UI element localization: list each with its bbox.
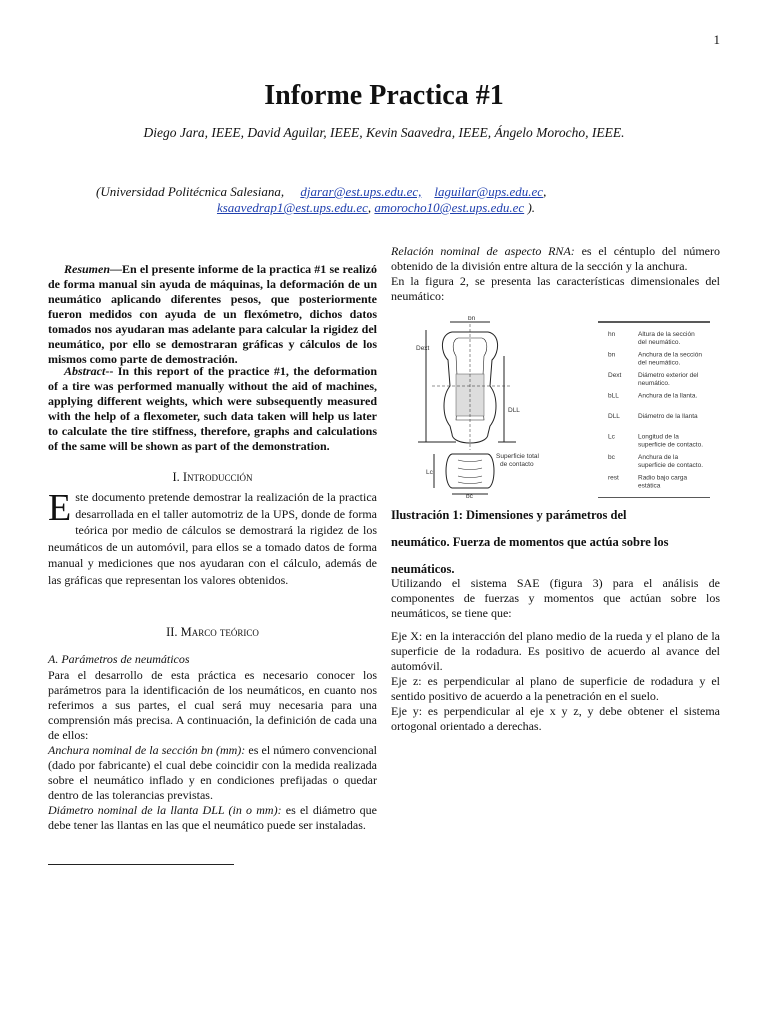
dim-label-dll: DLL <box>508 407 520 414</box>
definition-dll <box>48 803 377 833</box>
section-title: Introducción <box>182 470 253 484</box>
legend-description: Altura de la sección <box>638 331 695 338</box>
author-list: Diego Jara, IEEE, David Aguilar, IEEE, Kevin Saavedra, IEEE, Ángelo Morocho, IEEE. <box>143 125 625 140</box>
section-number: II. <box>166 625 178 639</box>
email-link-1[interactable]: djarar@est.ups.edu.ec, <box>300 184 422 199</box>
definition-text: es el diámetro que debe tener las llantas en las que el neumático puede ser instaladas. <box>48 803 377 832</box>
legend-description-cont: superficie de contacto. <box>638 462 704 469</box>
legend-description: Anchura de la sección <box>638 351 702 359</box>
dim-label-lc: Lc <box>426 469 433 476</box>
legend-table <box>608 331 703 490</box>
legend-symbol: hn <box>608 331 616 338</box>
section-heading-marco-teorico <box>48 625 377 640</box>
email-link-4[interactable]: amorocho10@est.ups.edu.ec <box>374 200 525 215</box>
introduccion-paragraph <box>48 489 377 588</box>
affiliation-separator: , <box>543 184 547 199</box>
contact-label-1: Superficie total <box>496 453 539 460</box>
tire-dimensions-figure <box>412 316 712 498</box>
dim-label-bn: bn <box>468 316 476 322</box>
subsection-heading: A. Parámetros de neumáticos <box>48 652 190 666</box>
definition-term: Anchura nominal de la sección bn (mm): <box>48 743 246 757</box>
legend-symbol: bc <box>608 454 615 461</box>
eje-z-text: Eje z: es perpendicular al plano de superficie de rodadura y el sentido positivo de acuerdo a la penetración en el suelo. <box>391 674 720 703</box>
footnote-divider <box>48 864 234 865</box>
affiliation <box>96 184 656 216</box>
figure-caption-line-1: Ilustración 1: Dimensiones y parámetros del <box>391 508 627 522</box>
affiliation-open: (Universidad Politécnica Salesiana, <box>96 184 285 199</box>
legend-description: Diámetro exterior del <box>638 372 699 379</box>
definition-term: Diámetro nominal de la llanta DLL (in o mm): <box>48 803 282 817</box>
legend-symbol: rest <box>608 474 619 482</box>
email-link-3[interactable]: ksaavedrap1@est.ups.edu.ec <box>216 200 368 215</box>
axes-paragraph <box>391 629 720 734</box>
page-number: 1 <box>713 32 720 47</box>
legend-symbol: DLL <box>608 413 620 420</box>
resumen-text: —En el presente informe de la practica #1 se realizó de forma manual sin ayuda de máquinas, la deformación de un neumático aplicando diferentes pesos, que posteriormente fueron medidos con ayuda de un flexómetro, dichos datos tomados nos ayudaran mas adelante para calcular la rigidez del neumático, por ello se demostraran gráficas y cálculos de los mismos como parte de demostración. <box>48 262 377 366</box>
resumen-label: Resumen <box>64 262 111 276</box>
marco-paragraph <box>48 668 377 833</box>
rna-term: Relación nominal de aspecto RNA: <box>391 244 575 258</box>
eje-x-text: Eje X: en la interacción del plano medio de la rueda y el plano de la superficie de la rodadura. Es positivo de acuerdo al avance del automóvil. <box>391 629 720 673</box>
definition-text: es el número convencional (dado por fabricante) el cual debe coincidir con la medida realizada sobre el neumático inflado y en condiciones prefijadas o quedar dentro de las tolerancias previstas. <box>48 743 377 802</box>
dim-label-dext: Dext <box>416 345 430 352</box>
legend-description-cont: superficie de contacto. <box>638 441 704 449</box>
drop-cap: E <box>48 487 72 529</box>
sae-paragraph: Utilizando el sistema SAE (figura 3) para el análisis de componentes de fuerzas y momentos que actúan sobre los neumáticos, se tiene que: <box>391 576 720 620</box>
section-heading-introduccion <box>48 470 377 485</box>
dim-label-bc: bc <box>466 493 473 498</box>
section-title: Marco teórico <box>180 625 259 639</box>
contact-label-2: de contacto <box>500 461 534 468</box>
section-number: I. <box>172 470 180 484</box>
affiliation-close: ). <box>524 200 536 215</box>
definition-bn <box>48 743 377 803</box>
email-link-2[interactable]: laguilar@ups.edu.ec <box>434 184 544 199</box>
eje-y-text: Eje y: es perpendicular al eje x y z, y debe obtener el sistema ortogonal orientado a derechas. <box>391 704 720 733</box>
legend-symbol: bLL <box>608 392 619 400</box>
affiliation-separator-2: , <box>367 200 372 215</box>
resumen-paragraph <box>48 262 377 367</box>
abstract-text: -- In this report of the practice #1, the deformation of a tire was performed manually without the aid of machines, applying different weights, which were subsequently measured with the help of a flexometer, such data taken will help us later to calculate the tire stiffness, therefore, graphs and calculations of the same will be shown as part of the demonstration. <box>48 364 377 453</box>
figure-caption-line-3: neumáticos. <box>391 562 455 576</box>
introduccion-text: ste documento pretende demostrar la realización de la practica desarrollada en el taller automotriz de la UPS, donde de forma teórica por medio de cálculos se demostrará la rigidez de los neumáticos de un automóvil, para ellos se a tomado datos de forma manual y mediciones que nos ayudaran con el cálculo, además de las gráficas que representan los valores obtenidos. <box>48 490 377 587</box>
figure-caption-line-2: neumático. Fuerza de momentos que actúa sobre los <box>391 535 669 549</box>
legend-symbol: Dext <box>608 372 622 379</box>
legend-description: Diámetro de la llanta <box>638 413 698 420</box>
legend-symbol: Lc <box>608 433 615 441</box>
abstract-label: Abstract <box>64 364 106 378</box>
paper-title: Informe Practica #1 <box>264 80 504 111</box>
figure-intro-text: En la figura 2, se presenta las características dimensionales del neumático: <box>391 274 720 303</box>
rna-text: es el céntuplo del número obtenido de la división entre altura de la sección y la anchura. <box>391 244 720 273</box>
legend-description: Longitud de la <box>638 433 679 441</box>
marco-intro-text: Para el desarrollo de esta práctica es necesario conocer los parámetros para la identificación de los neumáticos, en cuanto nos referimos a sus partes, el cual será muy necesaria para una comprensión más precisa. A continuación, la definición de cada una de ellos: <box>48 668 377 742</box>
legend-description-cont: del neumático. <box>638 339 681 346</box>
legend-description: Radio bajo carga <box>638 474 688 482</box>
legend-description: Anchura de la <box>638 454 679 461</box>
legend-description-cont: del neumático. <box>638 359 681 367</box>
legend-description-cont: estática <box>638 482 661 490</box>
rna-paragraph <box>391 244 720 304</box>
abstract-paragraph <box>48 364 377 454</box>
legend-symbol: bn <box>608 351 616 359</box>
affiliation-line-2 <box>96 200 656 216</box>
legend-description: Anchura de la llanta. <box>638 392 698 400</box>
legend-description-cont: neumático. <box>638 380 670 387</box>
